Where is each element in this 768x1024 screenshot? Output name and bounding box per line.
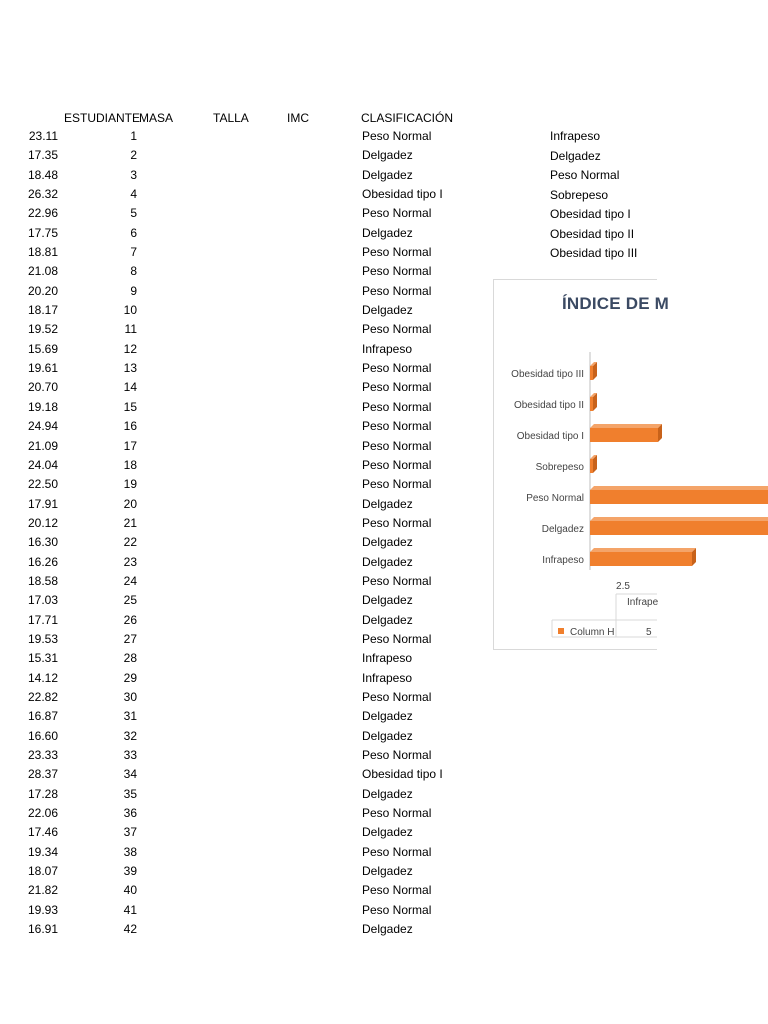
bar: [590, 459, 593, 473]
cell-clasificacion: Delgadez: [362, 225, 413, 240]
cell-estudiante: 4: [130, 187, 137, 202]
cell-imc: 24.04: [27, 457, 58, 472]
cell-estudiante: 13: [123, 361, 137, 376]
table-row: [0, 475, 470, 494]
y-tick-label: Peso Normal: [526, 493, 584, 504]
cell-estudiante: 33: [123, 748, 137, 762]
cell-clasificacion: Delgadez: [362, 825, 413, 840]
cell-estudiante: 25: [123, 593, 137, 608]
cell-clasificacion: Peso Normal: [362, 380, 432, 395]
cell-clasificacion: Peso Normal: [362, 573, 432, 588]
cell-imc: 19.52: [27, 322, 58, 337]
legend-swatch: [558, 628, 564, 634]
chart-plot: [494, 280, 657, 649]
table-row: [0, 417, 470, 436]
cell-clasificacion: Obesidad tipo I: [362, 767, 443, 782]
header-talla: TALLA: [213, 111, 249, 125]
category-list-item: Sobrepeso: [550, 187, 609, 202]
cell-clasificacion: Delgadez: [362, 922, 413, 937]
cell-imc: 18.58: [27, 573, 58, 588]
cell-imc: 17.35: [27, 148, 58, 163]
cell-clasificacion: Peso Normal: [362, 438, 432, 453]
cell-clasificacion: Delgadez: [362, 593, 413, 608]
cell-imc: 16.87: [27, 709, 58, 724]
table-row: [0, 591, 470, 610]
cell-imc: 15.69: [27, 341, 58, 356]
cell-imc: 16.26: [27, 554, 58, 569]
cell-clasificacion: Peso Normal: [362, 129, 432, 143]
cell-imc: 19.93: [27, 902, 58, 917]
cell-clasificacion: Peso Normal: [362, 322, 432, 337]
cell-estudiante: 30: [123, 689, 137, 704]
table-row: [0, 669, 470, 688]
bar: [590, 428, 658, 442]
category-list-item: Peso Normal: [550, 168, 620, 182]
cell-estudiante: 34: [123, 767, 137, 782]
cell-estudiante: 31: [123, 709, 137, 724]
cell-estudiante: 39: [123, 864, 137, 879]
category-list-item: Infrapeso: [550, 129, 601, 143]
cell-estudiante: 1: [130, 129, 137, 143]
cell-imc: 18.81: [27, 245, 58, 260]
cell-clasificacion: Peso Normal: [362, 361, 432, 376]
cell-estudiante: 6: [130, 225, 137, 240]
cell-clasificacion: Delgadez: [362, 167, 413, 182]
cell-clasificacion: Peso Normal: [362, 399, 432, 414]
table-row: [0, 881, 470, 900]
y-tick-label: Infrapeso: [542, 555, 584, 566]
cell-clasificacion: Peso Normal: [362, 748, 432, 762]
table-row: [0, 611, 470, 630]
table-row: [0, 495, 470, 514]
cell-clasificacion: Delgadez: [362, 554, 413, 569]
cell-imc: 22.50: [27, 477, 58, 492]
table-row: [0, 920, 470, 939]
table-row: [0, 398, 470, 417]
table-row: [0, 204, 470, 223]
table-row: [0, 765, 470, 784]
cell-imc: 15.31: [27, 651, 58, 666]
header-estudiante: ESTUDIANTE: [64, 111, 141, 125]
cell-estudiante: 19: [123, 477, 137, 492]
cell-imc: 23.11: [28, 129, 58, 143]
table-row: [0, 572, 470, 591]
bar: [590, 521, 768, 535]
category-list: [550, 127, 637, 264]
cell-imc: 17.71: [27, 612, 58, 627]
cell-estudiante: 26: [123, 612, 137, 627]
cell-estudiante: 20: [123, 496, 137, 511]
table-row: [0, 688, 470, 707]
cell-imc: 16.60: [27, 728, 58, 743]
student-table: [0, 127, 470, 939]
table-row: [0, 649, 470, 668]
cell-clasificacion: Peso Normal: [362, 902, 432, 917]
cell-estudiante: 7: [130, 245, 137, 260]
table-row: [0, 243, 470, 262]
cell-clasificacion: Peso Normal: [362, 419, 432, 434]
cell-imc: 22.82: [27, 689, 58, 704]
table-row: [0, 340, 470, 359]
cell-clasificacion: Peso Normal: [362, 515, 432, 530]
table-row: [0, 843, 470, 862]
cell-imc: 18.48: [27, 167, 58, 182]
cell-imc: 20.12: [27, 515, 58, 530]
cell-clasificacion: Peso Normal: [362, 283, 432, 298]
cell-clasificacion: Delgadez: [362, 612, 413, 627]
bar: [590, 552, 692, 566]
cell-clasificacion: Delgadez: [362, 303, 413, 318]
cell-estudiante: 8: [130, 264, 137, 279]
table-row: [0, 553, 470, 572]
cell-imc: 21.09: [27, 438, 58, 453]
table-row: [0, 378, 470, 397]
bmi-chart[interactable]: [493, 279, 670, 650]
cell-clasificacion: Infrapeso: [362, 670, 413, 685]
cell-estudiante: 24: [123, 573, 137, 588]
bar-top: [590, 424, 662, 428]
cell-estudiante: 32: [123, 728, 137, 743]
category-list-item: Delgadez: [550, 148, 601, 163]
cell-clasificacion: Delgadez: [362, 496, 413, 511]
cell-estudiante: 38: [123, 844, 137, 859]
cell-estudiante: 36: [123, 806, 137, 821]
cell-estudiante: 42: [123, 922, 137, 937]
cell-estudiante: 35: [123, 786, 137, 801]
header-imc: IMC: [287, 111, 309, 125]
cell-estudiante: 12: [123, 341, 137, 356]
cell-clasificacion: Peso Normal: [362, 883, 432, 898]
cell-clasificacion: Delgadez: [362, 786, 413, 801]
cell-imc: 16.91: [27, 922, 58, 937]
cell-imc: 17.91: [27, 496, 58, 511]
bar: [590, 366, 593, 380]
cell-imc: 20.20: [27, 283, 58, 298]
cell-estudiante: 5: [130, 206, 137, 221]
table-row: [0, 320, 470, 339]
cell-clasificacion: Peso Normal: [362, 245, 432, 260]
y-tick-label: Sobrepeso: [535, 462, 584, 473]
table-row: [0, 746, 470, 765]
y-tick-label: Obesidad tipo III: [511, 369, 584, 380]
cell-imc: 19.53: [27, 631, 58, 646]
table-row: [0, 514, 470, 533]
cell-estudiante: 37: [123, 825, 137, 840]
cell-estudiante: 3: [130, 167, 137, 182]
cell-estudiante: 18: [123, 457, 137, 472]
header-masa: MASA: [139, 111, 174, 125]
cell-estudiante: 28: [123, 651, 137, 666]
cell-estudiante: 2: [130, 148, 137, 163]
category-list-item: Obesidad tipo III: [550, 246, 638, 260]
category-list-item: Obesidad tipo II: [550, 226, 635, 241]
cell-clasificacion: Peso Normal: [362, 806, 432, 821]
cell-clasificacion: Delgadez: [362, 728, 413, 743]
cell-imc: 23.33: [27, 748, 58, 762]
cell-imc: 19.18: [27, 399, 58, 414]
cell-clasificacion: Peso Normal: [362, 264, 432, 279]
cell-estudiante: 22: [123, 535, 137, 550]
table-row: [0, 823, 470, 842]
table-row: [0, 185, 470, 204]
table-row: [0, 785, 470, 804]
cell-imc: 14.12: [27, 670, 58, 685]
table-row: [0, 359, 470, 378]
table-row: [0, 224, 470, 243]
table-row: [0, 533, 470, 552]
cell-clasificacion: Delgadez: [362, 148, 413, 163]
cell-imc: 18.17: [27, 303, 58, 318]
cell-estudiante: 14: [123, 380, 137, 395]
data-table-value: 5: [646, 627, 652, 638]
cell-estudiante: 16: [123, 419, 137, 434]
table-row: [0, 901, 470, 920]
table-row: [0, 862, 470, 881]
x-tick-label: 2.5: [616, 581, 630, 592]
data-table-series-label: Column H: [570, 627, 615, 638]
cell-imc: 17.75: [27, 225, 58, 240]
chart-title: ÍNDICE DE M: [562, 294, 670, 313]
table-row: [0, 456, 470, 475]
table-row: [0, 437, 470, 456]
table-row: [0, 630, 470, 649]
cell-imc: 17.46: [27, 825, 58, 840]
cell-clasificacion: Peso Normal: [362, 844, 432, 859]
cell-clasificacion: Delgadez: [362, 709, 413, 724]
cell-imc: 19.34: [27, 844, 58, 859]
cell-imc: 28.37: [27, 767, 58, 782]
cell-imc: 19.61: [27, 361, 58, 376]
y-tick-label: Obesidad tipo II: [513, 400, 584, 411]
bar: [590, 397, 593, 411]
table-row: [0, 301, 470, 320]
cell-estudiante: 40: [123, 883, 137, 898]
bar-top: [590, 517, 768, 521]
cell-clasificacion: Infrapeso: [362, 341, 413, 356]
cell-imc: 17.03: [27, 593, 58, 608]
bar: [590, 490, 768, 504]
y-tick-label: Delgadez: [541, 524, 584, 535]
cell-imc: 17.28: [27, 786, 58, 801]
cell-imc: 16.30: [27, 535, 58, 550]
cell-imc: 22.06: [27, 806, 58, 821]
bar-top: [590, 486, 768, 490]
cell-imc: 21.08: [27, 264, 58, 279]
cell-imc: 26.32: [27, 187, 58, 202]
data-table-header: Infrape: [627, 597, 659, 608]
cell-imc: 20.70: [27, 380, 58, 395]
table-row: [0, 146, 470, 165]
table-row: [0, 166, 470, 185]
category-list-item: Obesidad tipo I: [550, 207, 631, 221]
bar-top: [590, 548, 696, 552]
cell-clasificacion: Peso Normal: [362, 689, 432, 704]
table-row: [0, 127, 470, 146]
cell-imc: 24.94: [27, 419, 58, 434]
cell-estudiante: 10: [123, 303, 137, 318]
cell-estudiante: 27: [123, 631, 137, 646]
cell-imc: 22.96: [27, 206, 58, 221]
table-row: [0, 262, 470, 281]
cell-estudiante: 21: [123, 515, 137, 530]
cell-clasificacion: Peso Normal: [362, 477, 432, 492]
cell-estudiante: 9: [130, 283, 137, 298]
cell-clasificacion: Obesidad tipo I: [362, 187, 443, 202]
table-row: [0, 707, 470, 726]
cell-clasificacion: Infrapeso: [362, 651, 413, 666]
cell-clasificacion: Peso Normal: [362, 457, 432, 472]
table-row: [0, 804, 470, 823]
cell-estudiante: 17: [123, 438, 137, 453]
cell-clasificacion: Delgadez: [362, 864, 413, 879]
cell-estudiante: 23: [123, 554, 137, 569]
cell-estudiante: 15: [123, 399, 137, 414]
cell-imc: 21.82: [27, 883, 58, 898]
table-row: [0, 727, 470, 746]
y-tick-label: Obesidad tipo I: [516, 431, 584, 442]
cell-estudiante: 11: [124, 322, 137, 337]
cell-estudiante: 41: [123, 902, 137, 917]
cell-clasificacion: Peso Normal: [362, 631, 432, 646]
cell-clasificacion: Peso Normal: [362, 206, 432, 221]
header-clasificacion: CLASIFICACIÓN: [361, 111, 454, 125]
cell-estudiante: 29: [123, 670, 137, 685]
table-row: [0, 282, 470, 301]
cell-imc: 18.07: [27, 864, 58, 879]
cell-clasificacion: Delgadez: [362, 535, 413, 550]
